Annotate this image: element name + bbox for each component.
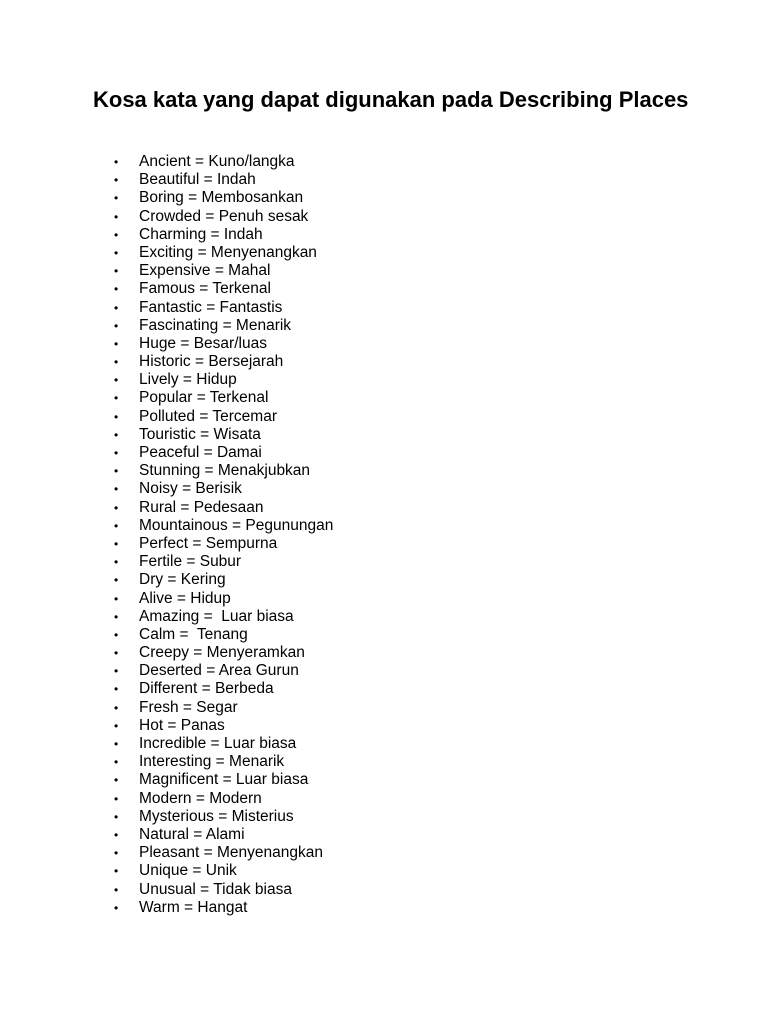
bullet-icon: • <box>114 773 119 788</box>
list-item-text: Rural = Pedesaan <box>139 498 264 516</box>
bullet-icon: • <box>114 318 119 333</box>
list-item-text: Mysterious = Misterius <box>139 807 294 825</box>
bullet-icon: • <box>114 882 119 897</box>
list-item-text: Fresh = Segar <box>139 698 238 716</box>
bullet-icon: • <box>114 155 119 169</box>
bullet-icon: • <box>114 173 119 188</box>
list-item-text: Popular = Terkenal <box>139 389 269 407</box>
bullet-icon: • <box>114 555 119 570</box>
bullet-icon: • <box>114 373 119 388</box>
bullet-icon: • <box>114 191 119 206</box>
list-item-text: Expensive = Mahal <box>139 262 271 280</box>
bullet-icon: • <box>114 355 119 370</box>
bullet-icon: • <box>114 591 119 606</box>
bullet-icon: • <box>114 573 119 588</box>
list-item-text: Touristic = Wisata <box>139 425 261 443</box>
bullet-icon: • <box>114 264 119 279</box>
bullet-icon: • <box>114 609 119 624</box>
bullet-icon: • <box>114 846 119 861</box>
list-item-text: Fantastic = Fantastis <box>139 298 283 316</box>
bullet-icon: • <box>114 627 119 642</box>
bullet-icon: • <box>114 827 119 842</box>
bullet-icon: • <box>114 864 119 879</box>
list-item-text: Fascinating = Menarik <box>139 316 292 334</box>
list-item-text: Modern = Modern <box>139 789 262 807</box>
bullet-icon: • <box>114 409 119 424</box>
list-item-text: Calm = Tenang <box>139 625 248 643</box>
bullet-icon: • <box>114 809 119 824</box>
bullet-icon: • <box>114 664 119 679</box>
list-item-text: Perfect = Sempurna <box>139 534 278 552</box>
list-item-text: Natural = Alami <box>139 825 245 843</box>
list-item-text: Fertile = Subur <box>139 553 242 571</box>
bullet-icon: • <box>114 282 119 297</box>
list-item-text: Huge = Besar/luas <box>139 334 267 352</box>
list-item-text: Ancient = Kuno/langka <box>139 153 295 170</box>
list-item-text: Warm = Hangat <box>139 898 248 916</box>
list-item-text: Incredible = Luar biasa <box>139 735 297 752</box>
list-item-text: Magnificent = Luar biasa <box>139 771 309 789</box>
bullet-icon: • <box>114 209 119 224</box>
list-item-text: Boring = Membosankan <box>139 189 304 207</box>
list-item-text: Creepy = Menyeramkan <box>139 644 305 662</box>
bullet-icon: • <box>114 336 119 351</box>
list-item-text: Unusual = Tidak biasa <box>139 880 292 898</box>
list-item-text: Exciting = Menyenangkan <box>139 243 317 261</box>
list-item-text: Unique = Unik <box>139 862 237 880</box>
bullet-icon: • <box>114 682 119 697</box>
list-item-text: Charming = Indah <box>139 225 263 243</box>
document-title: Kosa kata yang dapat digunakan pada Describing Places <box>93 87 689 112</box>
bullet-icon: • <box>114 245 119 260</box>
bullet-icon: • <box>114 427 119 442</box>
list-item-text: Lively = Hidup <box>139 371 237 389</box>
bullet-icon: • <box>114 300 119 315</box>
list-item-text: Mountainous = Pegunungan <box>139 516 334 534</box>
list-item-text: Noisy = Berisik <box>139 480 242 498</box>
list-item-text: Historic = Bersejarah <box>139 353 284 371</box>
bullet-icon: • <box>114 791 119 806</box>
bullet-icon: • <box>114 646 119 661</box>
bullet-icon: • <box>114 536 119 551</box>
list-item-text: Stunning = Menakjubkan <box>139 462 311 480</box>
list-item-text: Famous = Terkenal <box>139 280 271 298</box>
bullet-icon: • <box>114 500 119 515</box>
bullet-icon: • <box>114 900 119 915</box>
list-item-text: Different = Berbeda <box>139 680 274 698</box>
list-item-text: Peaceful = Damai <box>139 444 262 461</box>
list-item-text: Dry = Kering <box>139 571 226 589</box>
bullet-icon: • <box>114 482 119 497</box>
bullet-icon: • <box>114 718 119 733</box>
list-item-text: Hot = Panas <box>139 716 225 734</box>
list-item-text: Pleasant = Menyenangkan <box>139 844 323 862</box>
bullet-icon: • <box>114 755 119 770</box>
bullet-icon: • <box>114 391 119 406</box>
list-item-text: Polluted = Tercemar <box>139 407 277 425</box>
bullet-icon: • <box>114 227 119 242</box>
bullet-icon: • <box>114 464 119 479</box>
list-item-text: Interesting = Menarik <box>139 753 285 771</box>
bullet-icon: • <box>114 737 119 751</box>
list-item-text: Alive = Hidup <box>139 589 231 607</box>
bullet-icon: • <box>114 446 119 460</box>
bullet-icon: • <box>114 700 119 715</box>
list-item-text: Amazing = Luar biasa <box>139 607 294 625</box>
list-item-text: Beautiful = Indah <box>139 171 256 189</box>
list-item-text: Deserted = Area Gurun <box>139 662 299 680</box>
list-item-text: Crowded = Penuh sesak <box>139 207 309 225</box>
bullet-icon: • <box>114 518 119 533</box>
